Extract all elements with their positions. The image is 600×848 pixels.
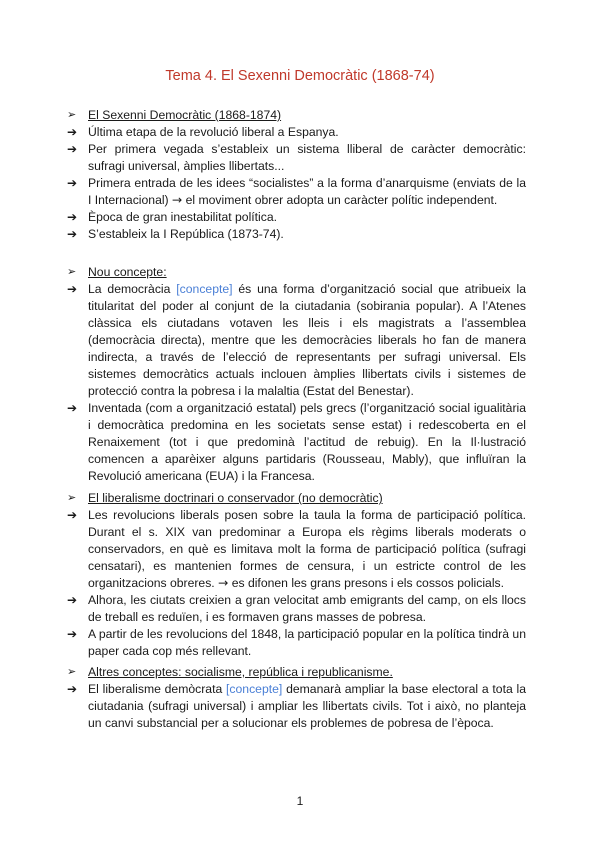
section-heading xyxy=(67,490,526,507)
list-item xyxy=(67,681,527,732)
inline-arrow-icon: → xyxy=(172,193,183,207)
section-liberalisme-doctrinari xyxy=(67,490,526,660)
list-item xyxy=(67,507,526,592)
item-text: Les revolucions liberals posen sobre la taula la forma de participació política. Durant el s. XIX van predominar a Europa els règims liberals moderats o conservadors, en què es limitava molt la forma de participació política (sufragi censatari), es mantenien formes de censura, i un estricte control de les organitzacions obreres. xyxy=(88,508,526,590)
list-item xyxy=(67,124,526,141)
heading-text: El liberalisme doctrinari o conservador (no democràtic) xyxy=(88,491,383,505)
item-text: Per primera vegada s’estableix un sistema lliberal de caràcter democràtic: sufragi universal, àmplies llibertats... xyxy=(88,142,526,173)
heading-text: Altres conceptes: socialisme, república i republicanisme. xyxy=(88,665,393,679)
item-text: Primera entrada de les idees “socialistes” a la forma d’anarquisme (enviats de la I Internacional) xyxy=(88,176,526,207)
bullet-arrow-icon: ➔ xyxy=(67,401,78,415)
list-item xyxy=(67,626,526,660)
section-sexenni xyxy=(67,107,526,243)
bullet-arrow-icon: ➔ xyxy=(67,210,78,224)
list-item xyxy=(67,281,526,400)
item-text: Època de gran inestabilitat política. xyxy=(88,210,278,224)
bullet-arrow-icon: ➔ xyxy=(67,682,78,696)
heading-arrow-icon: ➢ xyxy=(67,492,77,504)
item-text: és una forma d’organització social que atribueix la titularitat del poder al conjunt de la ciutadania (sobirania popular). A l’Atenes clàssica els ciutadans votaven les lleis i els magistrats a l’assemblea (democràcia directa), mentre que les democràcies liberals ho fan de manera indirecta, a través de l’elecció de representants per sufragi universal. Els sistemes democràtics actuals inclouen àmplies llibertats civils i sistemes de protecció contra la pobresa i la malaltia (Estat del Benestar). xyxy=(88,282,526,398)
concept-tag: [concepte] xyxy=(176,282,233,296)
bullet-arrow-icon: ➔ xyxy=(67,593,78,607)
concept-tag: [concepte] xyxy=(226,682,283,696)
heading-arrow-icon: ➢ xyxy=(67,109,77,121)
bullet-arrow-icon: ➔ xyxy=(67,142,78,156)
list-item xyxy=(67,175,526,209)
heading-text: El Sexenni Democràtic (1868-1874) xyxy=(88,108,282,122)
item-text: Alhora, les ciutats creixien a gran velocitat amb emigrants del camp, on els llocs de treball es reduïen, i es formaven grans masses de pobresa. xyxy=(88,593,526,624)
item-text: A partir de les revolucions del 1848, la participació popular en la política tindrà un paper cada cop més rellevant. xyxy=(88,627,526,658)
item-text: Inventada (com a organització estatal) pels grecs (l’organització social igualitària i democràtica predomina en les societats sense estat) i redescoberta en el Renaixement (tot i que predominà l’actitud de rebuig). En la Il·lustració comencen a aparèixer alguns partidaris (Rousseau, Mably), que influïran la Revolució americana (EUA) i la Francesa. xyxy=(88,401,526,483)
item-text: es difonen les grans presons i els cossos policials. xyxy=(231,576,505,590)
page-number: 1 xyxy=(296,794,304,808)
page-title: Tema 4. El Sexenni Democràtic (1868-74) xyxy=(165,68,435,84)
item-text: El liberalisme demòcrata xyxy=(88,682,223,696)
list-item xyxy=(67,226,526,243)
heading-arrow-icon: ➢ xyxy=(67,666,77,678)
item-text: Última etapa de la revolució liberal a Espanya. xyxy=(88,125,339,139)
inline-arrow-icon: → xyxy=(218,576,229,590)
bullet-arrow-icon: ➔ xyxy=(67,227,78,241)
section-altres-conceptes xyxy=(67,664,527,732)
bullet-arrow-icon: ➔ xyxy=(67,125,78,139)
bullet-arrow-icon: ➔ xyxy=(67,282,78,296)
bullet-arrow-icon: ➔ xyxy=(67,176,78,190)
item-text: La democràcia xyxy=(88,282,171,296)
heading-text: Nou concepte: xyxy=(88,265,167,279)
list-item xyxy=(67,592,526,626)
list-item xyxy=(67,141,526,175)
item-text: S’estableix la I República (1873-74). xyxy=(88,227,284,241)
item-text: demanarà ampliar la base electoral a tota la ciutadania (sufragi universal) i ampliar les llibertats civils. Tot i això, no planteja un canvi substancial per a solucionar els problemes de pobresa de l’època. xyxy=(88,682,527,730)
item-text: el moviment obrer adopta un caràcter polític independent. xyxy=(185,193,498,207)
heading-arrow-icon: ➢ xyxy=(67,266,77,278)
bullet-arrow-icon: ➔ xyxy=(67,627,78,641)
bullet-arrow-icon: ➔ xyxy=(67,508,78,522)
section-heading xyxy=(67,664,526,681)
list-item xyxy=(67,209,526,226)
section-heading xyxy=(67,107,526,124)
list-item xyxy=(67,400,526,485)
section-heading xyxy=(67,264,526,281)
section-nou-concepte xyxy=(67,264,526,485)
